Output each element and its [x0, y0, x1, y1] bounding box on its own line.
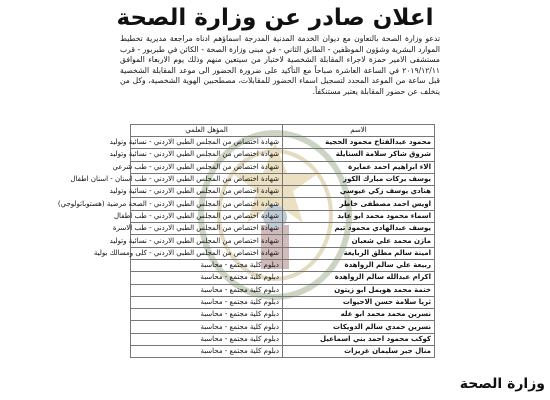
row-qualification: شهادة اختصاص من المجلس الطبي الاردني - طب اطفال [131, 210, 283, 222]
row-name: نسرين محمد محمد ابو عله [283, 309, 435, 321]
row-name: مازن محمد علي شعبان [283, 235, 435, 247]
footer-signature: وزارة الصحة [459, 376, 545, 392]
table-row [131, 161, 435, 173]
page-title: اعلان صادر عن وزارة الصحة [116, 5, 434, 31]
table-row [131, 137, 435, 149]
row-qualification: شهادة اختصاص من المجلس الطبي الاردني - كلى ومسالك بولية [131, 247, 283, 259]
table-row [131, 296, 435, 308]
row-qualification: دبلوم كلية مجتمع - محاسبة [131, 321, 283, 333]
row-qualification: دبلوم كلية مجتمع - محاسبة [131, 346, 283, 358]
table-row [131, 284, 435, 296]
table-header-row [131, 125, 435, 137]
row-name: نسرين حمدي سالم الدويكات [283, 321, 435, 333]
row-qualification: دبلوم كلية مجتمع - محاسبة [131, 296, 283, 308]
row-qualification: شهادة اختصاص من المجلس الطبي الاردني - نسائية وتوليد [131, 186, 283, 198]
row-name: محمود عبدالفتاح محمود الحجية [283, 137, 435, 149]
row-qualification: دبلوم كلية مجتمع - محاسبة [131, 284, 283, 296]
table-row [131, 259, 435, 271]
row-name: يوسف عبدالهادي محمود تيم [283, 223, 435, 235]
table-row [131, 235, 435, 247]
candidates-table [57, 124, 435, 358]
row-name: اكرام عبدالله سالم الزواهدة [283, 272, 435, 284]
row-name: امينة سالم مطلق الربايعة [283, 247, 435, 259]
row-qualification: شهادة اختصاص من المجلس الطبي الاردني - الصحة مرضية (هستوباثولوجي) [131, 198, 283, 210]
table-row [131, 186, 435, 198]
row-qualification: دبلوم كلية مجتمع - محاسبة [131, 259, 283, 271]
row-name: اويس احمد مصطفى خاطر [283, 198, 435, 210]
row-name: هنادي يوسف زكي عيوسي [283, 186, 435, 198]
table-row [131, 333, 435, 345]
row-name: ربيعة علي سالم الزواهدة [283, 259, 435, 271]
table-row [131, 223, 435, 235]
row-name: منال جبر سليمان غريزات [283, 346, 435, 358]
intro-text: تدعو وزارة الصحة بالتعاون مع ديوان الخدمة المدنية المدرجة اسماؤهم ادناه مراجعة مديرية تخطيط الموارد البشرية وشؤون الموظفين - الطابق الثاني - في مبنى وزارة الصحة - الكائن في طبربور - قرب مستشفى الامير حمزة لاجراء المقابلة الشخصية لاختبار من سيتعين منهم وذلك يوم الاربعاء الموافق ٢٠١٩/١٢/١١ في الساعة العاشرة صباحاً مع التأكيد على ضرورة الحضور الى موعد المقابلة الشخصية قبل ساعة من الموعد المحدد لتسجيل اسماء الحضور للمقابلات، مصطحبين الهوية الشخصية، وكل من يتخلف عن حضور المقابلة يعتبر مستنكفاً. [120, 34, 440, 96]
row-qualification: دبلوم كلية مجتمع - محاسبة [131, 272, 283, 284]
table-row [131, 272, 435, 284]
row-name: ختمة محمد هويمل ابو زيتون [283, 284, 435, 296]
row-qualification: شهادة اختصاص من المجلس الطبي الاردني - نسائية وتوليد [131, 137, 283, 149]
header-name: الاسم [283, 125, 435, 137]
table-body [57, 137, 435, 358]
row-name: شروق شاكر سلامة السنايلة [283, 149, 435, 161]
table-row [131, 210, 435, 222]
table-row [131, 247, 435, 259]
header-qualification: المؤهل العلمي [131, 125, 283, 137]
row-name: يوسف بركات مبارك الكوز [283, 173, 435, 185]
row-qualification: شهادة اختصاص من المجلس الطبي الاردني - طب اسنان - اسنان اطفال [131, 173, 283, 185]
table-row [131, 173, 435, 185]
table-row [131, 309, 435, 321]
row-qualification: دبلوم كلية مجتمع - محاسبة [131, 333, 283, 345]
row-name: الاء ابراهيم احمد عمايرة [283, 161, 435, 173]
row-qualification: شهادة اختصاص من المجلس الطبي الاردني - نسائية وتوليد [131, 149, 283, 161]
row-qualification: شهادة اختصاص من المجلس الطبي الاردني - طب شرعي [131, 161, 283, 173]
table-row [131, 149, 435, 161]
table-row [131, 198, 435, 210]
row-name: اسماء محمود محمد ابو عابد [283, 210, 435, 222]
row-name: كوكب محمود احمد بني اسماعيل [283, 333, 435, 345]
table-row [131, 346, 435, 358]
row-qualification: شهادة اختصاص من المجلس الطبي الاردني - طب الاسرة [131, 223, 283, 235]
row-name: ثريا سلامة حسن الاحيوات [283, 296, 435, 308]
intro-paragraph [120, 34, 440, 120]
table-row [131, 321, 435, 333]
row-qualification: دبلوم كلية مجتمع - محاسبة [131, 309, 283, 321]
row-qualification: شهادة اختصاص من المجلس الطبي الاردني - نسائية وتوليد [131, 235, 283, 247]
